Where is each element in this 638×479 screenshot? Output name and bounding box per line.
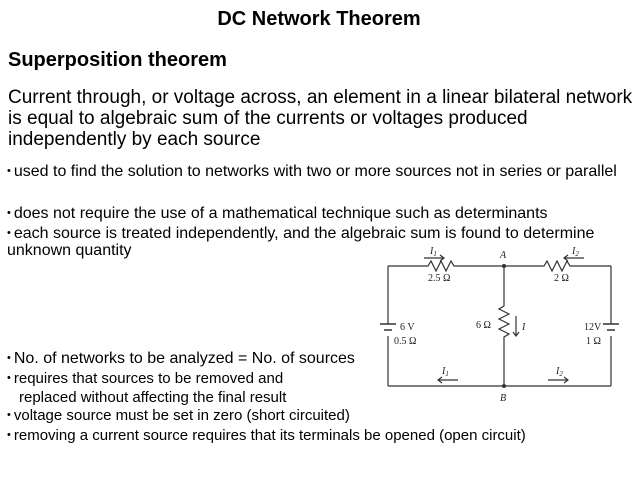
- resistor-r1-label: 2.5 Ω: [428, 273, 451, 284]
- current-i1-bottom-label: $I_1$: [442, 366, 449, 378]
- bullet-text: requires that sources to be removed and: [13, 370, 284, 387]
- source-v2-label: 12V: [584, 322, 602, 333]
- bullet-text: removing a current source requires that its terminals be opened (open circuit): [13, 427, 526, 444]
- bullet-item: [7, 407, 632, 424]
- bullet-text: No. of networks to be analyzed = No. of sources: [13, 350, 355, 367]
- bullet-text: voltage source must be set in zero (short circuited): [13, 407, 350, 424]
- bullet-item: [7, 427, 632, 444]
- section-heading: Superposition theorem: [8, 49, 227, 71]
- intro-paragraph: Current through, or voltage across, an element in a linear bilateral network is equal to algebraic sum of the currents or voltages produced independently by each source: [8, 87, 633, 150]
- current-i2-label: $I_2$: [572, 246, 579, 258]
- bullet-marker: •: [7, 207, 11, 219]
- resistor-r3-label: 6 Ω: [476, 320, 491, 331]
- slide-title: DC Network Theorem: [217, 8, 421, 30]
- bullet-marker: •: [7, 372, 11, 384]
- current-i2-bottom-label: $I_2$: [556, 366, 563, 378]
- bullet-text: used to find the solution to networks with two or more sources not in series or parallel: [13, 163, 617, 180]
- bullet-item: [7, 163, 632, 180]
- source-v1-label: 6 V: [400, 322, 415, 333]
- source-v1-resistance: 0.5 Ω: [394, 336, 417, 347]
- node-a-dot: [502, 264, 506, 268]
- bullet-marker: •: [7, 165, 11, 177]
- source-v2-resistance: 1 Ω: [586, 336, 601, 347]
- node-b-label: B: [500, 393, 507, 404]
- bullet-item: [7, 205, 632, 222]
- current-i1-label: $I_1$: [430, 246, 437, 258]
- bullet-marker: •: [7, 409, 11, 421]
- node-b-dot: [502, 384, 506, 388]
- bullet-marker: •: [7, 352, 11, 364]
- bullet-text: does not require the use of a mathematical technique such as determinants: [13, 205, 548, 222]
- bullet-marker: •: [7, 227, 11, 239]
- node-a-label: A: [500, 250, 507, 261]
- bullet-continuation: replaced without affecting the final result: [19, 389, 287, 406]
- bullet-marker: •: [7, 429, 11, 441]
- bullet-text: each source is treated independently, and the algebraic sum is found to determine unknown quantity: [7, 225, 595, 259]
- resistor-r2-label: 2 Ω: [554, 273, 569, 284]
- current-i-label: I: [522, 322, 526, 333]
- circuit-diagram: [366, 246, 634, 408]
